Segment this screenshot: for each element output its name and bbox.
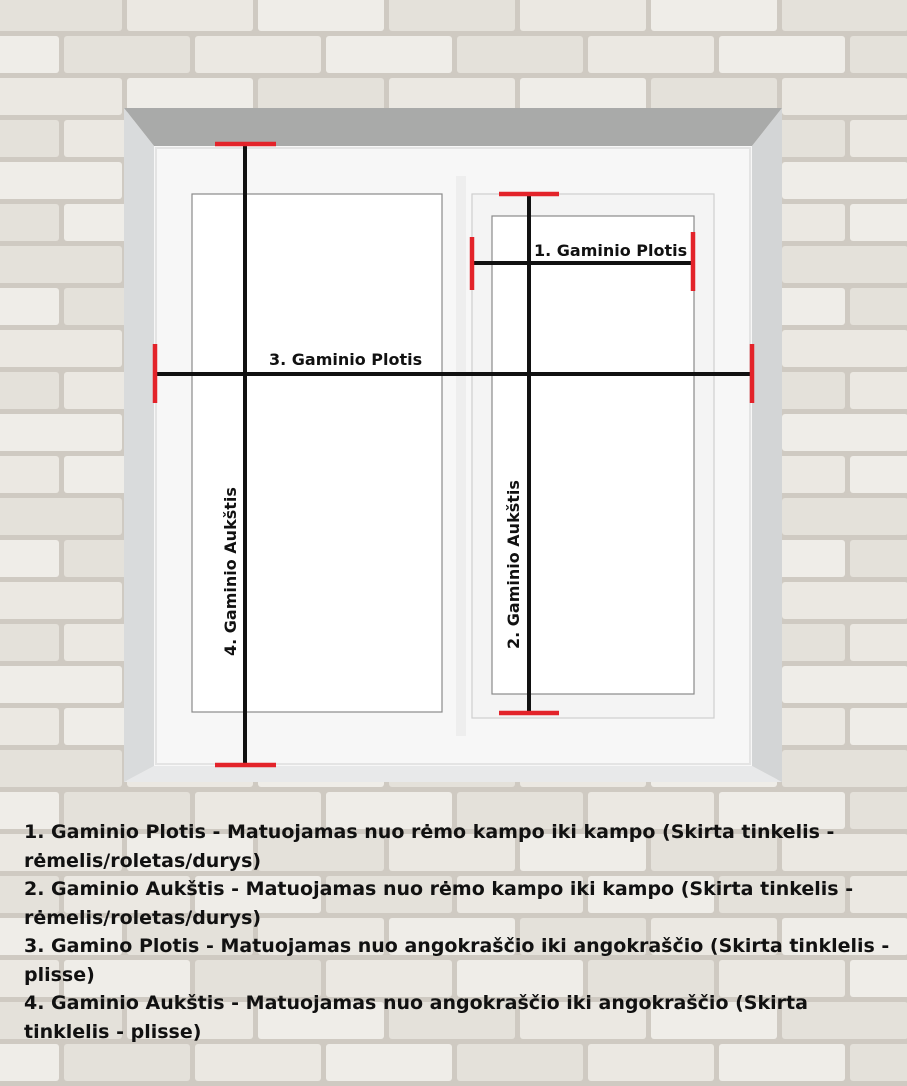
brick: [389, 0, 515, 31]
brick: [850, 624, 907, 661]
label-height-4: 4. Gaminio Aukštis: [221, 487, 240, 656]
brick: [127, 0, 253, 31]
window-opening: [124, 108, 782, 782]
brick: [782, 162, 907, 199]
brick: [64, 36, 190, 73]
brick: [0, 624, 59, 661]
brick: [64, 1044, 190, 1081]
opening-reveal-top: [124, 108, 782, 146]
note-item: 2. Gaminio Aukštis - Matuojamas nuo rėmo kampo iki kampo (Skirta tinkelis - rėmelis/roletas/durys): [24, 878, 854, 929]
brick: [782, 666, 907, 703]
brick: [651, 0, 777, 31]
opening-reveal-right: [752, 108, 782, 782]
brick: [850, 708, 907, 745]
brick: [719, 36, 845, 73]
brick: [0, 540, 59, 577]
brick: [195, 36, 321, 73]
opening-sill: [124, 766, 782, 782]
brick: [782, 498, 907, 535]
brick: [782, 750, 907, 787]
brick: [0, 666, 122, 703]
brick: [0, 1044, 59, 1081]
brick: [782, 414, 907, 451]
label-height-2: 2. Gaminio Aukštis: [504, 480, 523, 649]
measurement-notes: [24, 818, 892, 1046]
brick: [0, 0, 122, 31]
brick: [850, 372, 907, 409]
brick: [0, 36, 59, 73]
brick: [719, 1044, 845, 1081]
brick: [0, 498, 122, 535]
brick: [850, 204, 907, 241]
brick: [782, 330, 907, 367]
mullion: [456, 176, 466, 736]
brick: [520, 0, 646, 31]
brick: [782, 78, 907, 115]
brick: [588, 1044, 714, 1081]
brick: [326, 36, 452, 73]
brick: [850, 540, 907, 577]
brick: [850, 456, 907, 493]
brick: [258, 0, 384, 31]
brick: [850, 120, 907, 157]
brick: [782, 582, 907, 619]
brick: [457, 36, 583, 73]
brick: [457, 1044, 583, 1081]
brick: [0, 456, 59, 493]
brick: [782, 0, 907, 31]
label-width-3: 3. Gaminio Plotis: [269, 350, 423, 369]
note-item: 1. Gaminio Plotis - Matuojamas nuo rėmo kampo iki kampo (Skirta tinkelis - rėmelis/roletas/durys): [24, 821, 835, 872]
brick: [782, 246, 907, 283]
brick: [0, 330, 122, 367]
brick: [850, 288, 907, 325]
brick: [0, 246, 122, 283]
brick: [0, 414, 122, 451]
label-width-1: 1. Gaminio Plotis: [534, 241, 688, 260]
brick: [0, 372, 59, 409]
brick: [0, 204, 59, 241]
brick: [0, 708, 59, 745]
note-item: 3. Gamino Plotis - Matuojamas nuo angokraščio iki angokraščio (Skirta tinklelis - plisse): [24, 935, 890, 986]
brick: [0, 78, 122, 115]
opening-reveal-left: [124, 108, 154, 782]
note-item: 4. Gaminio Aukštis - Matuojamas nuo angokraščio iki angokraščio (Skirta tinklelis - plisse): [24, 992, 808, 1043]
brick: [195, 1044, 321, 1081]
brick: [0, 120, 59, 157]
brick: [588, 36, 714, 73]
brick: [0, 288, 59, 325]
brick: [0, 582, 122, 619]
brick: [0, 162, 122, 199]
brick: [850, 1044, 907, 1081]
brick: [0, 750, 122, 787]
brick: [326, 1044, 452, 1081]
brick: [850, 36, 907, 73]
